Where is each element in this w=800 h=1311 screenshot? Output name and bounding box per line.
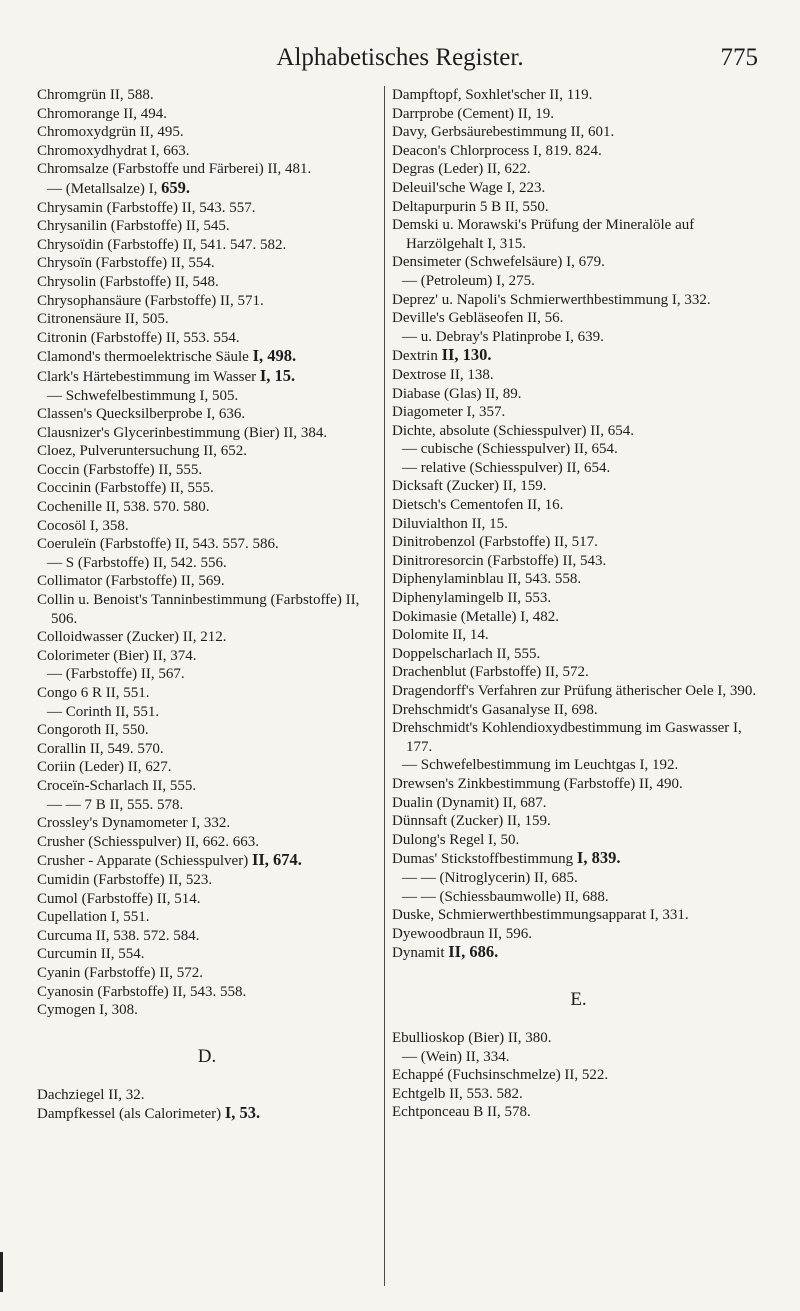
index-entry bbox=[37, 217, 377, 236]
right-column bbox=[392, 86, 765, 1122]
index-entry-text: Doppelscharlach II, 555. bbox=[392, 645, 541, 662]
index-entry-text: Diluvialthon II, 15. bbox=[392, 515, 508, 532]
page-header bbox=[0, 44, 800, 76]
index-entry bbox=[37, 405, 377, 424]
left-column bbox=[37, 86, 377, 1124]
index-entry-main-ref: II, 130. bbox=[441, 345, 492, 365]
index-entry bbox=[37, 273, 377, 292]
index-entry-text: Degras (Leder) II, 622. bbox=[392, 161, 531, 178]
index-entry-text: Echappé (Fuchsinschmelze) II, 522. bbox=[392, 1067, 609, 1084]
index-entry bbox=[37, 236, 377, 255]
index-entry bbox=[392, 515, 765, 534]
index-entry-text: Densimeter (Schwefelsäure) I, 679. bbox=[392, 254, 605, 271]
index-entry bbox=[37, 1001, 377, 1020]
index-entry bbox=[392, 291, 765, 310]
index-entry bbox=[392, 142, 765, 161]
index-entry-text: Chrysolin (Farbstoffe) II, 548. bbox=[37, 273, 219, 290]
index-entry-text: — cubische (Schiesspulver) II, 654. bbox=[402, 441, 618, 458]
index-entry bbox=[392, 366, 765, 385]
index-entry-text: Diagometer I, 357. bbox=[392, 404, 506, 421]
index-entry bbox=[392, 105, 765, 124]
index-entry-text: Dinitroresorcin (Farbstoffe) II, 543. bbox=[392, 552, 607, 569]
index-entry-text: Crusher (Schiesspulver) II, 662. 663. bbox=[37, 833, 260, 850]
index-entry-text: — (Metallsalze) I, bbox=[47, 180, 162, 197]
index-entry-text: Dichte, absolute (Schiesspulver) II, 654. bbox=[392, 422, 635, 439]
index-entry-text: Collin u. Benoist's Tanninbestimmung (Farbstoffe) II, 506. bbox=[37, 592, 360, 627]
index-entry bbox=[392, 812, 765, 831]
column-divider bbox=[384, 86, 385, 1286]
index-entry-text: Dietsch's Cementofen II, 16. bbox=[392, 497, 564, 514]
index-entry bbox=[37, 160, 377, 179]
index-entry bbox=[37, 329, 377, 348]
index-entry-text: Cumidin (Farbstoffe) II, 523. bbox=[37, 871, 213, 888]
index-entry bbox=[37, 945, 377, 964]
index-entry-text: Deleuil'sche Wage I, 223. bbox=[392, 179, 546, 196]
index-entry-text: Curcumin II, 554. bbox=[37, 946, 145, 963]
index-entry bbox=[37, 387, 377, 406]
index-entry-text: Colloidwasser (Zucker) II, 212. bbox=[37, 629, 227, 646]
index-entry-text: Dynamit bbox=[392, 945, 449, 962]
index-entry-text: Dextrin bbox=[392, 348, 442, 365]
index-entry-text: Echtponceau B II, 578. bbox=[392, 1104, 531, 1121]
index-entry bbox=[37, 498, 377, 517]
index-entry-text: Chrysophansäure (Farbstoffe) II, 571. bbox=[37, 292, 264, 309]
index-entry-text: Dumas' Stickstoffbestimmung bbox=[392, 851, 577, 868]
index-entry-text: Drehschmidt's Kohlendioxydbestimmung im Gaswasser I, 177. bbox=[392, 720, 742, 755]
index-entry bbox=[37, 814, 377, 833]
index-entry bbox=[37, 310, 377, 329]
index-entry-text: Dextrose II, 138. bbox=[392, 366, 494, 383]
index-entry bbox=[37, 964, 377, 983]
index-entry-text: Collimator (Farbstoffe) II, 569. bbox=[37, 573, 225, 590]
index-entry-text: Diphenylamingelb II, 553. bbox=[392, 590, 552, 607]
index-entry bbox=[37, 721, 377, 740]
index-entry bbox=[37, 1104, 377, 1124]
section-d-entry-list bbox=[37, 1086, 377, 1124]
index-entry bbox=[392, 831, 765, 850]
index-entry bbox=[392, 216, 765, 253]
index-entry-text: — Schwefelbestimmung im Leuchtgas I, 192. bbox=[402, 757, 679, 774]
index-entry-text: Dampftopf, Soxhlet'scher II, 119. bbox=[392, 87, 593, 103]
index-entry-text: Demski u. Morawski's Prüfung der Mineralöle auf Harzölgehalt I, 315. bbox=[392, 217, 695, 252]
index-entry bbox=[37, 796, 377, 815]
index-entry bbox=[37, 179, 377, 199]
index-entry-text: Chromorange II, 494. bbox=[37, 105, 167, 122]
right-entry-list bbox=[392, 86, 765, 963]
index-entry bbox=[37, 647, 377, 666]
index-entry bbox=[392, 1048, 765, 1067]
index-entry bbox=[392, 756, 765, 775]
index-entry bbox=[37, 927, 377, 946]
index-entry-text: Chrysoïdin (Farbstoffe) II, 541. 547. 582. bbox=[37, 236, 287, 253]
index-entry bbox=[37, 591, 377, 628]
index-entry bbox=[392, 869, 765, 888]
index-entry bbox=[392, 943, 765, 963]
page-number: 775 bbox=[720, 44, 758, 71]
index-entry bbox=[37, 833, 377, 852]
index-entry bbox=[37, 628, 377, 647]
index-entry-text: Clausnizer's Glycerinbestimmung (Bier) II, 384. bbox=[37, 424, 328, 441]
index-entry-text: Davy, Gerbsäurebestimmung II, 601. bbox=[392, 124, 615, 141]
left-entry-list bbox=[37, 86, 377, 1020]
index-entry bbox=[392, 477, 765, 496]
index-entry-text: — (Wein) II, 334. bbox=[402, 1048, 510, 1065]
index-entry-text: Echtgelb II, 553. 582. bbox=[392, 1085, 523, 1102]
index-entry-text: — — (Nitroglycerin) II, 685. bbox=[402, 869, 578, 886]
index-entry-text: Dragendorff's Verfahren zur Prüfung ätherischer Oele I, 390. bbox=[392, 683, 757, 699]
index-entry-text: — — 7 B II, 555. 578. bbox=[47, 796, 184, 813]
index-entry-text: — S (Farbstoffe) II, 542. 556. bbox=[47, 554, 227, 571]
index-entry bbox=[392, 888, 765, 907]
index-entry-text: Chrysamin (Farbstoffe) II, 543. 557. bbox=[37, 199, 256, 216]
index-entry bbox=[37, 665, 377, 684]
index-entry-text: Cymogen I, 308. bbox=[37, 1002, 138, 1019]
index-entry bbox=[37, 461, 377, 480]
index-entry bbox=[392, 496, 765, 515]
index-entry-text: Cochenille II, 538. 570. 580. bbox=[37, 499, 210, 516]
index-entry-text: Darrprobe (Cement) II, 19. bbox=[392, 105, 555, 122]
index-entry-text: Cyanin (Farbstoffe) II, 572. bbox=[37, 964, 203, 981]
page-edge-mark bbox=[0, 1252, 3, 1292]
index-entry bbox=[37, 758, 377, 777]
index-entry-text: Dampfkessel (als Calorimeter) bbox=[37, 1106, 225, 1123]
index-entry bbox=[37, 535, 377, 554]
index-entry bbox=[37, 347, 377, 367]
section-heading-e: E. bbox=[570, 988, 587, 1010]
index-entry-text: Colorimeter (Bier) II, 374. bbox=[37, 647, 197, 664]
index-entry bbox=[392, 1066, 765, 1085]
index-entry-text: Citronensäure II, 505. bbox=[37, 311, 169, 328]
index-entry bbox=[37, 86, 377, 105]
index-entry bbox=[392, 682, 765, 701]
index-entry bbox=[37, 890, 377, 909]
index-entry bbox=[392, 1103, 765, 1122]
index-entry-text: Dyewoodbraun II, 596. bbox=[392, 925, 532, 942]
index-entry bbox=[392, 86, 765, 105]
index-entry-text: Coccinin (Farbstoffe) II, 555. bbox=[37, 480, 214, 497]
index-entry bbox=[37, 442, 377, 461]
index-entry-text: Crusher - Apparate (Schiesspulver) bbox=[37, 853, 252, 870]
index-entry bbox=[37, 517, 377, 536]
index-entry-text: Crossley's Dynamometer I, 332. bbox=[37, 815, 231, 832]
index-entry-text: Congo 6 R II, 551. bbox=[37, 685, 150, 701]
index-entry bbox=[392, 346, 765, 366]
index-entry-text: Citronin (Farbstoffe) II, 553. 554. bbox=[37, 329, 240, 346]
index-entry bbox=[37, 871, 377, 890]
index-entry bbox=[392, 1029, 765, 1048]
index-entry-text: Cocosöl I, 358. bbox=[37, 517, 129, 534]
index-entry bbox=[37, 554, 377, 573]
index-entry bbox=[392, 570, 765, 589]
index-entry-text: Drewsen's Zinkbestimmung (Farbstoffe) II, 490. bbox=[392, 775, 683, 792]
index-entry-text: Chromoxydhydrat I, 663. bbox=[37, 142, 190, 159]
index-entry-main-ref: II, 686. bbox=[448, 942, 499, 962]
index-entry-text: Cupellation I, 551. bbox=[37, 909, 150, 926]
index-entry-main-ref: II, 674. bbox=[251, 850, 302, 870]
index-entry-text: Deville's Gebläseofen II, 56. bbox=[392, 310, 564, 327]
index-entry bbox=[392, 385, 765, 404]
index-entry-text: Chromgrün II, 588. bbox=[37, 87, 154, 103]
index-entry-text: Coriin (Leder) II, 627. bbox=[37, 759, 172, 776]
index-entry bbox=[392, 925, 765, 944]
index-entry-text: Diabase (Glas) II, 89. bbox=[392, 385, 522, 402]
index-entry bbox=[392, 701, 765, 720]
index-entry bbox=[392, 309, 765, 328]
index-entry-text: Ebullioskop (Bier) II, 380. bbox=[392, 1029, 552, 1046]
index-entry bbox=[37, 123, 377, 142]
index-entry-text: Deltapurpurin 5 B II, 550. bbox=[392, 198, 549, 215]
index-entry bbox=[37, 479, 377, 498]
index-entry bbox=[37, 777, 377, 796]
index-entry bbox=[37, 424, 377, 443]
index-entry bbox=[392, 552, 765, 571]
page-title: Alphabetisches Register. bbox=[276, 44, 524, 71]
index-entry-text: Drachenblut (Farbstoffe) II, 572. bbox=[392, 664, 589, 681]
index-entry-text: Coeruleïn (Farbstoffe) II, 543. 557. 586. bbox=[37, 536, 279, 553]
index-entry bbox=[37, 703, 377, 722]
index-entry bbox=[37, 983, 377, 1002]
index-entry bbox=[392, 794, 765, 813]
index-entry-text: Croceïn-Scharlach II, 555. bbox=[37, 777, 197, 794]
index-entry bbox=[392, 253, 765, 272]
index-entry-text: Cumol (Farbstoffe) II, 514. bbox=[37, 890, 201, 907]
index-entry bbox=[37, 254, 377, 273]
index-entry bbox=[392, 849, 765, 869]
index-entry bbox=[392, 608, 765, 627]
index-entry-text: — u. Debray's Platinprobe I, 639. bbox=[402, 328, 604, 345]
index-entry bbox=[392, 775, 765, 794]
index-entry-text: — Corinth II, 551. bbox=[47, 703, 160, 720]
section-e-entry-list bbox=[392, 1029, 765, 1122]
index-entry-text: Classen's Quecksilberprobe I, 636. bbox=[37, 406, 246, 423]
index-entry bbox=[392, 459, 765, 478]
index-entry bbox=[37, 199, 377, 218]
index-entry bbox=[37, 142, 377, 161]
index-entry-text: Dualin (Dynamit) II, 687. bbox=[392, 794, 547, 811]
index-entry bbox=[392, 663, 765, 682]
index-entry-text: Congoroth II, 550. bbox=[37, 722, 149, 739]
index-entry bbox=[392, 123, 765, 142]
index-entry-text: — (Petroleum) I, 275. bbox=[402, 272, 535, 289]
index-entry bbox=[37, 851, 377, 871]
index-entry bbox=[392, 160, 765, 179]
index-entry bbox=[392, 198, 765, 217]
index-entry-text: — relative (Schiesspulver) II, 654. bbox=[402, 459, 611, 476]
index-entry bbox=[37, 367, 377, 387]
index-entry-text: Dokimasie (Metalle) I, 482. bbox=[392, 608, 560, 625]
index-entry-main-ref: 659. bbox=[161, 177, 190, 197]
index-entry-text: Dachziegel II, 32. bbox=[37, 1086, 145, 1103]
index-entry bbox=[392, 272, 765, 291]
index-entry-text: Dolomite II, 14. bbox=[392, 627, 489, 644]
index-entry-text: Deprez' u. Napoli's Schmierwerthbestimmung I, 332. bbox=[392, 291, 711, 308]
index-entry-text: Dicksaft (Zucker) II, 159. bbox=[392, 478, 547, 495]
index-entry bbox=[392, 906, 765, 925]
index-entry-text: Cyanosin (Farbstoffe) II, 543. 558. bbox=[37, 983, 247, 1000]
index-entry-main-ref: I, 53. bbox=[224, 1103, 261, 1123]
index-entry-text: Cloez, Pulveruntersuchung II, 652. bbox=[37, 443, 247, 460]
index-entry bbox=[37, 572, 377, 591]
index-entry-text: Chromoxydgrün II, 495. bbox=[37, 124, 184, 141]
index-entry bbox=[37, 1086, 377, 1105]
index-entry-text: Clark's Härtebestimmung im Wasser bbox=[37, 368, 260, 385]
index-entry bbox=[392, 589, 765, 608]
index-entry-text: — Schwefelbestimmung I, 505. bbox=[47, 387, 239, 404]
index-entry-text: Duske, Schmierwerthbestimmungsapparat I, 331. bbox=[392, 907, 689, 924]
index-entry bbox=[392, 403, 765, 422]
index-entry-text: Deacon's Chlorprocess I, 819. 824. bbox=[392, 142, 602, 159]
index-entry-text: Drehschmidt's Gasanalyse II, 698. bbox=[392, 701, 598, 718]
index-entry bbox=[392, 645, 765, 664]
index-entry-text: Clamond's thermoelektrische Säule bbox=[37, 349, 253, 366]
index-entry bbox=[392, 626, 765, 645]
index-entry-text: — — (Schiessbaumwolle) II, 688. bbox=[402, 888, 609, 905]
index-entry bbox=[392, 328, 765, 347]
index-entry-text: Corallin II, 549. 570. bbox=[37, 740, 164, 757]
index-entry-text: Dünnsaft (Zucker) II, 159. bbox=[392, 813, 551, 830]
index-entry bbox=[392, 440, 765, 459]
index-entry-text: Curcuma II, 538. 572. 584. bbox=[37, 927, 200, 944]
index-entry-main-ref: I, 498. bbox=[252, 346, 297, 366]
index-entry bbox=[392, 719, 765, 756]
index-entry bbox=[37, 292, 377, 311]
index-entry bbox=[37, 740, 377, 759]
index-entry-main-ref: I, 15. bbox=[259, 365, 296, 385]
index-entry-text: Dinitrobenzol (Farbstoffe) II, 517. bbox=[392, 534, 598, 551]
section-heading-d: D. bbox=[197, 1045, 217, 1067]
index-entry-text: Chrysanilin (Farbstoffe) II, 545. bbox=[37, 218, 230, 235]
index-entry bbox=[392, 422, 765, 441]
index-entry-main-ref: I, 839. bbox=[576, 848, 621, 868]
index-entry bbox=[37, 105, 377, 124]
index-entry-text: Chromsalze (Farbstoffe und Färberei) II, 481. bbox=[37, 161, 312, 178]
index-entry-text: Coccin (Farbstoffe) II, 555. bbox=[37, 461, 203, 478]
index-entry bbox=[392, 533, 765, 552]
index-entry-text: Diphenylaminblau II, 543. 558. bbox=[392, 571, 582, 588]
index-entry-text: — (Farbstoffe) II, 567. bbox=[47, 666, 185, 683]
index-entry-text: Chrysoïn (Farbstoffe) II, 554. bbox=[37, 255, 215, 272]
index-entry bbox=[37, 908, 377, 927]
index-entry bbox=[392, 1085, 765, 1104]
index-entry-text: Dulong's Regel I, 50. bbox=[392, 831, 520, 848]
index-entry bbox=[392, 179, 765, 198]
index-entry bbox=[37, 684, 377, 703]
